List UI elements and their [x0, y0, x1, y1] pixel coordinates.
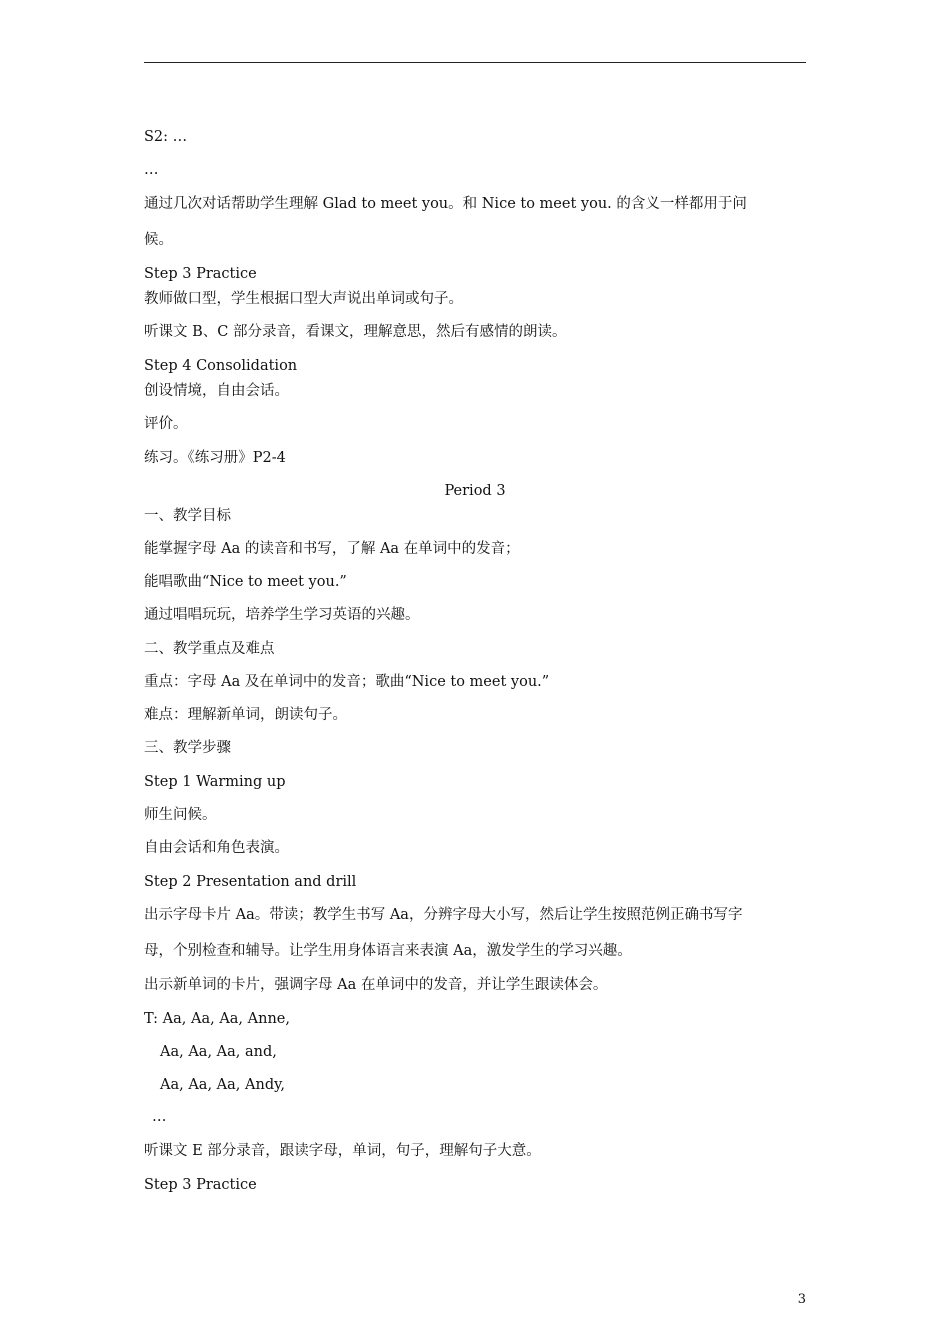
dialogue-line: Aa, Aa, Aa, Andy, [160, 1077, 285, 1093]
text-line: 能唱歌曲“Nice to meet you.” [144, 574, 347, 590]
text-line: 能掌握字母 Aa 的读音和书写，了解 Aa 在单词中的发音； [144, 541, 520, 557]
text-line: 听课文 E 部分录音，跟读字母，单词，句子，理解句子大意。 [144, 1143, 541, 1159]
step-heading: Step 2 Presentation and drill [144, 874, 357, 890]
text-line: 出示字母卡片 Aa。带读；教学生书写 Aa，分辨字母大小写，然后让学生按照范例正确书写字 [144, 907, 743, 923]
step-heading: Step 3 Practice [144, 1177, 257, 1193]
dialogue-line: T: Aa, Aa, Aa, Anne, [144, 1011, 290, 1027]
step-heading: Step 4 Consolidation [144, 358, 298, 374]
page-number: 3 [797, 1292, 806, 1307]
step-heading: Step 1 Warming up [144, 774, 286, 790]
text-line: 听课文 B、C 部分录音，看课文，理解意思，然后有感情的朗读。 [144, 324, 567, 340]
step-heading: Step 3 Practice [144, 266, 257, 282]
text-line: 重点：字母 Aa 及在单词中的发音；歌曲“Nice to meet you.” [144, 674, 550, 690]
text-line: S2: … [144, 129, 188, 145]
dialogue-line: … [152, 1109, 167, 1125]
text-line: … [144, 162, 159, 178]
text-line: 难点：理解新单词，朗读句子。 [144, 707, 347, 723]
text-line: 通过唱唱玩玩，培养学生学习英语的兴趣。 [144, 607, 420, 623]
text-line: 创设情境，自由会话。 [144, 383, 289, 399]
text-line: 评价。 [144, 416, 188, 432]
text-line: 练习。《练习册》P2-4 [144, 450, 286, 466]
text-line: 师生问候。 [144, 807, 217, 823]
section-heading: 一、教学目标 [144, 508, 231, 524]
text-line: 通过几次对话帮助学生理解 Glad to meet you。和 Nice to meet you. 的含义一样都用于问 [144, 196, 747, 212]
header-rule [144, 62, 806, 63]
dialogue-line: Aa, Aa, Aa, and, [160, 1044, 277, 1060]
section-heading: 二、教学重点及难点 [144, 641, 275, 657]
text-line: 出示新单词的卡片，强调字母 Aa 在单词中的发音，并让学生跟读体会。 [144, 977, 608, 993]
text-line: 教师做口型，学生根据口型大声说出单词或句子。 [144, 291, 463, 307]
period-title: Period 3 [444, 483, 506, 499]
text-line: 母，个别检查和辅导。让学生用身体语言来表演 Aa，激发学生的学习兴趣。 [144, 943, 632, 959]
text-line: 自由会话和角色表演。 [144, 840, 289, 856]
text-line: 候。 [144, 232, 173, 248]
section-heading: 三、教学步骤 [144, 740, 231, 756]
